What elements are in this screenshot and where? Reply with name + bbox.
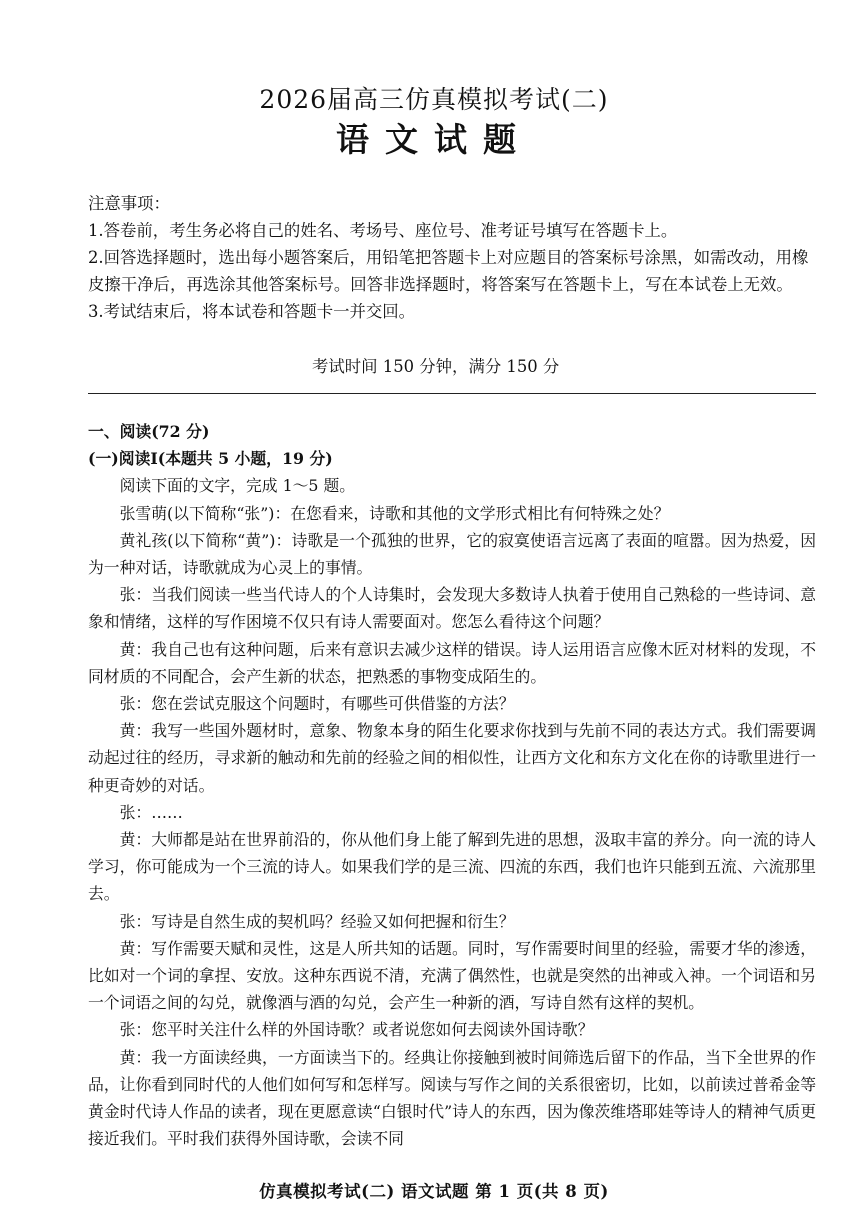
paragraph: 黄：写作需要天赋和灵性，这是人所共知的话题。同时，写作需要时间里的经验，需要才华的渗透，比如对一个词的拿捏、安放。这种东西说不清，充满了偶然性，也就是突然的出神或入神。一个词语和另一个词语之间的勾兑，就像酒与酒的勾兑，会产生一种新的酒，写诗自然有这样的契机。 (88, 938, 816, 1013)
paragraph: 黄：我写一些国外题材时，意象、物象本身的陌生化要求你找到与先前不同的表达方式。我们需要调动起过往的经历，寻求新的触动和先前的经验之间的相似性，让西方文化和东方文化在你的诗歌里进行一种更奇妙的对话。 (88, 721, 816, 795)
paragraph: 张：您平时关注什么样的外国诗歌？或者说您如何去阅读外国诗歌？ (119, 1020, 594, 1040)
paragraph: 张：您在尝试克服这个问题时，有哪些可供借鉴的方法？ (119, 694, 515, 714)
notice-block (88, 190, 818, 325)
section-subtitle: (一)阅读Ⅰ(本题共 5 小题，19 分) (88, 449, 333, 469)
paragraph: 张：当我们阅读一些当代诗人的个人诗集时，会发现大多数诗人执着于使用自己熟稔的一些诗词、意象和情绪，这样的写作困境不仅只有诗人需要面对。您怎么看待这个问题？ (88, 585, 816, 632)
notice-item: 2.回答选择题时，选出每小题答案后，用铅笔把答题卡上对应题目的答案标号涂黑，如需改动，用橡皮擦干净后，再选涂其他答案标号。回答非选择题时，将答案写在答题卡上，写在本试卷上无效。 (88, 248, 809, 294)
notice-item: 3.考试结束后，将本试卷和答题卡一并交回。 (88, 302, 416, 321)
notice-item: 1.答卷前，考生务必将自己的姓名、考场号、座位号、准考证号填写在答题卡上。 (88, 221, 678, 240)
exam-time-info: 考试时间 150 分钟，满分 150 分 (312, 357, 560, 376)
paragraph: 黄礼孩(以下简称“黄”)：诗歌是一个孤独的世界，它的寂寞使语言远离了表面的喧嚣。因为热爱，因为一种对话，诗歌就成为心灵上的事情。 (88, 530, 816, 578)
subject-title: 语文试题 (336, 120, 532, 159)
paragraph: 黄：大师都是站在世界前沿的，你从他们身上能了解到先进的思想，汲取丰富的养分。向一流的诗人学习，你可能成为一个三流的诗人。如果我们学的是三流、四流的东西，我们也许只能到五流、六流那里去。 (88, 830, 816, 904)
exam-title: 2026届高三仿真模拟考试(二) (259, 85, 609, 114)
paragraph: 黄：我自己也有这种问题，后来有意识去减少这样的错误。诗人运用语言应像木匠对材料的发现，不同材质的不同配合，会产生新的状态，把熟悉的事物变成陌生的。 (88, 639, 816, 686)
paragraph: 黄：我一方面读经典，一方面读当下的。经典让你接触到被时间筛选后留下的作品，当下全世界的作品，让你看到同时代的人他们如何写和怎样写。阅读与写作之间的关系很密切，比如，以前读过普希金等黄金时代诗人作品的读者，现在更愿意读“白银时代”诗人的东西，因为像茨维塔耶娃等诗人的精神气质更接近我们。平时我们获得外国诗歌，会读不同 (88, 1047, 816, 1149)
page-footer: 仿真模拟考试(二) 语文试题 第 1 页(共 8 页) (259, 1182, 609, 1201)
paragraph: 张：…… (119, 802, 183, 822)
instruction: 阅读下面的文字，完成 1～5 题。 (119, 476, 356, 496)
section-title: 一、阅读(72 分) (88, 422, 210, 441)
reading-section (88, 418, 816, 1152)
paragraph: 张：写诗是自然生成的契机吗？经验又如何把握和衍生？ (119, 911, 515, 931)
notice-heading: 注意事项： (88, 194, 170, 213)
divider (88, 393, 816, 394)
paragraph: 张雪萌(以下简称“张”)：在您看来，诗歌和其他的文学形式相比有何特殊之处？ (119, 503, 670, 523)
